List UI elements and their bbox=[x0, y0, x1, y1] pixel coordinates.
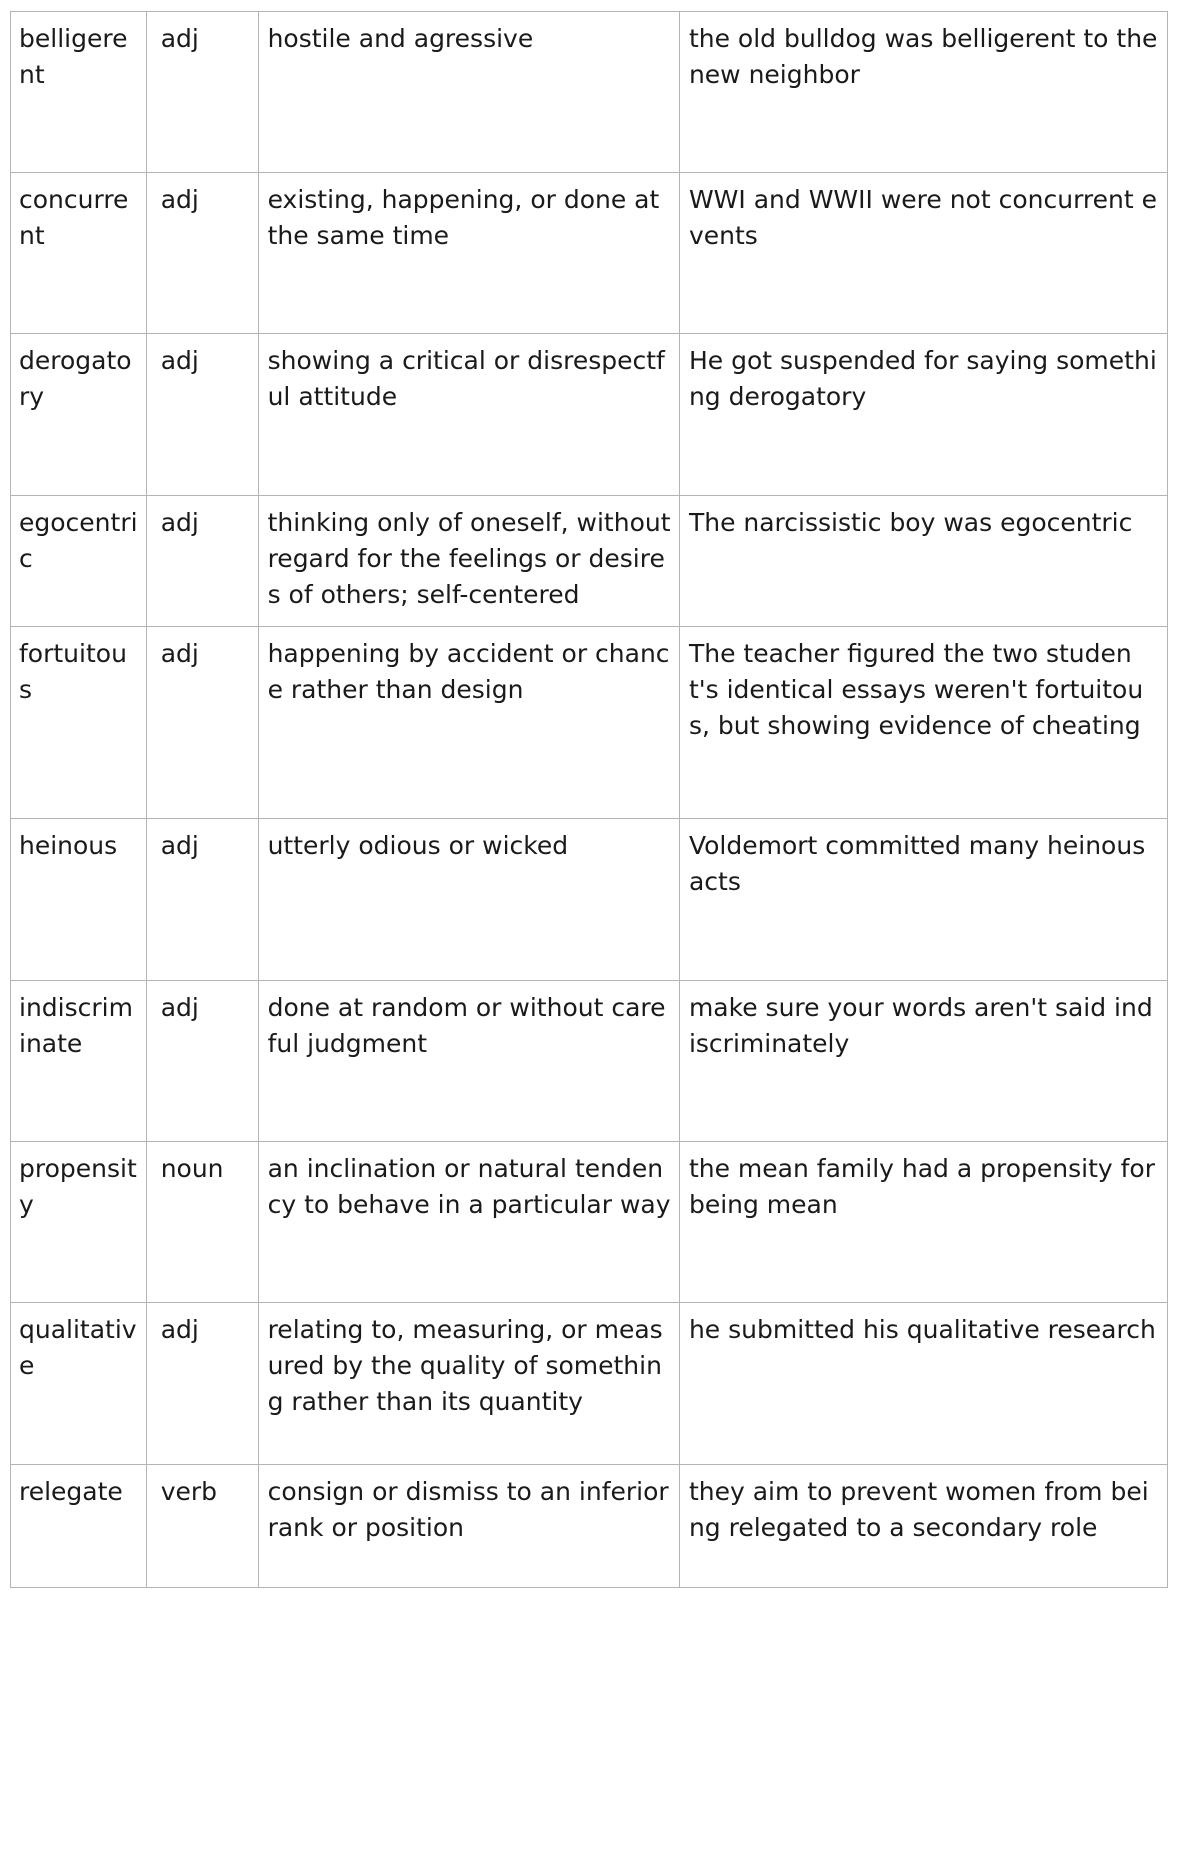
table-row bbox=[11, 1142, 1168, 1303]
definition-cell: done at random or without careful judgment bbox=[258, 981, 679, 1142]
table-row bbox=[11, 12, 1168, 173]
example-sentence-cell: Voldemort committed many heinous acts bbox=[679, 819, 1167, 981]
definition-cell: existing, happening, or done at the same time bbox=[258, 173, 679, 334]
table-row bbox=[11, 173, 1168, 334]
word-cell: egocentric bbox=[11, 496, 147, 627]
example-sentence-cell: he submitted his qualitative research bbox=[679, 1303, 1167, 1465]
definition-cell: thinking only of oneself, without regard for the feelings or desires of others; self-centered bbox=[258, 496, 679, 627]
table-row bbox=[11, 1303, 1168, 1465]
example-sentence-cell: WWI and WWII were not concurrent events bbox=[679, 173, 1167, 334]
definition-cell: relating to, measuring, or measured by the quality of something rather than its quantity bbox=[258, 1303, 679, 1465]
part-of-speech-cell: adj bbox=[146, 627, 258, 819]
part-of-speech-cell: adj bbox=[146, 1303, 258, 1465]
part-of-speech-cell: adj bbox=[146, 173, 258, 334]
table-row bbox=[11, 819, 1168, 981]
example-sentence-cell: The narcissistic boy was egocentric bbox=[679, 496, 1167, 627]
word-cell: indiscriminate bbox=[11, 981, 147, 1142]
definition-cell: consign or dismiss to an inferior rank or position bbox=[258, 1465, 679, 1588]
word-cell: qualitative bbox=[11, 1303, 147, 1465]
word-cell: heinous bbox=[11, 819, 147, 981]
vocabulary-table bbox=[10, 11, 1168, 1588]
part-of-speech-cell: adj bbox=[146, 12, 258, 173]
word-cell: concurrent bbox=[11, 173, 147, 334]
part-of-speech-cell: adj bbox=[146, 334, 258, 496]
table-row bbox=[11, 1465, 1168, 1588]
example-sentence-cell: the mean family had a propensity for being mean bbox=[679, 1142, 1167, 1303]
word-cell: propensity bbox=[11, 1142, 147, 1303]
example-sentence-cell: The teacher figured the two student's identical essays weren't fortuitous, but showing evidence of cheating bbox=[679, 627, 1167, 819]
definition-cell: utterly odious or wicked bbox=[258, 819, 679, 981]
definition-cell: hostile and agressive bbox=[258, 12, 679, 173]
part-of-speech-cell: adj bbox=[146, 981, 258, 1142]
word-cell: fortuitous bbox=[11, 627, 147, 819]
word-cell: belligerent bbox=[11, 12, 147, 173]
part-of-speech-cell: adj bbox=[146, 496, 258, 627]
example-sentence-cell: the old bulldog was belligerent to the new neighbor bbox=[679, 12, 1167, 173]
example-sentence-cell: they aim to prevent women from being relegated to a secondary role bbox=[679, 1465, 1167, 1588]
word-cell: relegate bbox=[11, 1465, 147, 1588]
example-sentence-cell: He got suspended for saying something derogatory bbox=[679, 334, 1167, 496]
vocabulary-table-body bbox=[11, 12, 1168, 1588]
word-cell: derogatory bbox=[11, 334, 147, 496]
table-row bbox=[11, 334, 1168, 496]
part-of-speech-cell: noun bbox=[146, 1142, 258, 1303]
definition-cell: happening by accident or chance rather than design bbox=[258, 627, 679, 819]
table-row bbox=[11, 496, 1168, 627]
table-row bbox=[11, 981, 1168, 1142]
part-of-speech-cell: adj bbox=[146, 819, 258, 981]
table-row bbox=[11, 627, 1168, 819]
definition-cell: an inclination or natural tendency to behave in a particular way bbox=[258, 1142, 679, 1303]
part-of-speech-cell: verb bbox=[146, 1465, 258, 1588]
example-sentence-cell: make sure your words aren't said indiscriminately bbox=[679, 981, 1167, 1142]
definition-cell: showing a critical or disrespectful attitude bbox=[258, 334, 679, 496]
